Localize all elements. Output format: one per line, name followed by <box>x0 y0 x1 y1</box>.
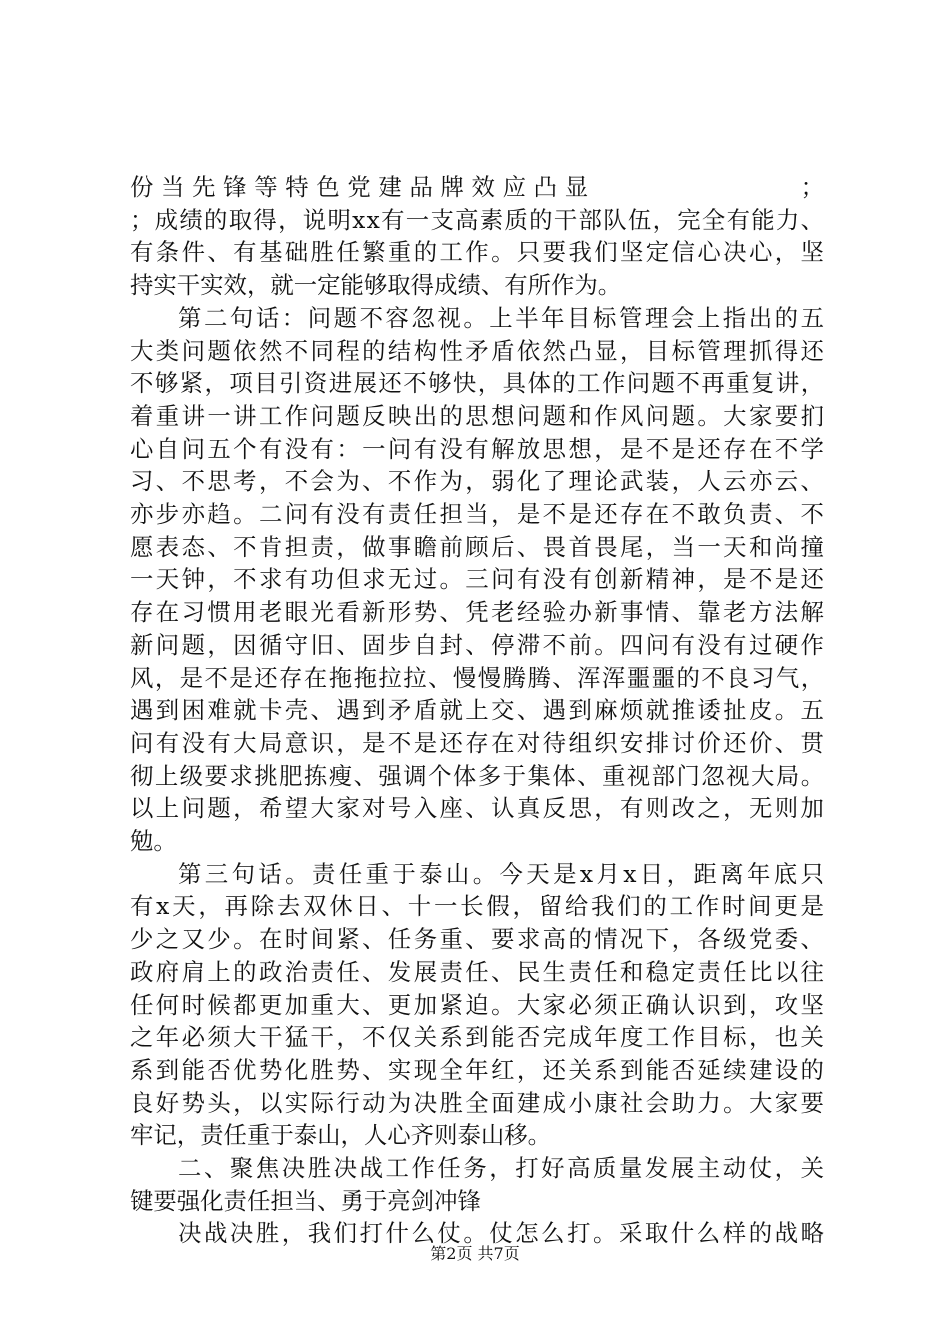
text-line-content: 政府肩上的政治责任、发展责任、民生责任和稳定责任比以往 <box>130 957 827 986</box>
text-line-content: 系到能否优势化胜势、实现全年红，还关系到能否延续建设的 <box>130 1055 827 1084</box>
text-line-content: 第三句话。责任重于泰山。今天是x月x日，距离年底只 <box>178 859 828 888</box>
text-line-content: 有x天，再除去双休日、十一长假，留给我们的工作时间更是 <box>130 892 827 921</box>
text-line-content: 心自问五个有没有：一问有没有解放思想，是不是还存在不学 <box>130 434 827 463</box>
text-line-content: 第二句话：问题不容忽视。上半年目标管理会上指出的五 <box>178 303 827 332</box>
text-line-content: 少之又少。在时间紧、任务重、要求高的情况下，各级党委、 <box>130 925 827 954</box>
text-line-content: 以上问题，希望大家对号入座、认真反思，有则改之，无则加 <box>130 794 827 823</box>
text-line-content: 新问题，因循守旧、固步自封、停滞不前。四问有没有过硬作 <box>130 630 827 659</box>
text-line-content: 键要强化责任担当、勇于亮剑冲锋 <box>130 1186 481 1215</box>
text-line-content: 遇到困难就卡壳、遇到矛盾就上交、遇到麻烦就推诿扯皮。五 <box>130 696 827 725</box>
text-line-content: 着重讲一讲工作问题反映出的思想问题和作风问题。大家要扪 <box>130 401 827 430</box>
text-line-content: 份当先锋等特色党建品牌效应凸显 <box>130 173 596 201</box>
text-line-content: 良好势头，以实际行动为决胜全面建成小康社会助力。大家要 <box>130 1088 827 1117</box>
text-line-content: 二、聚焦决胜决战工作任务，打好高质量发展主动仗，关 <box>178 1154 827 1182</box>
text-line-content: 勉。 <box>130 827 177 855</box>
text-line-tail: ； <box>800 173 824 201</box>
text-line-content: 风，是不是还存在拖拖拉拉、慢慢腾腾、浑浑噩噩的不良习气， <box>130 663 826 692</box>
text-line-content: 亦步亦趋。二问有没有责任担当，是不是还存在不敢负责、不 <box>130 500 827 528</box>
text-line-content: 之年必须大干猛干，不仅关系到能否完成年度工作目标，也关 <box>130 1023 827 1052</box>
text-line-content: 存在习惯用老眼光看新形势、凭老经验办新事情、靠老方法解 <box>130 598 827 627</box>
text-line-content: ；成绩的取得，说明xx有一支高素质的干部队伍，完全有能力、 <box>130 205 826 234</box>
text-line-content: 任何时候都更加重大、更加紧迫。大家必须正确认识到，攻坚 <box>130 990 827 1019</box>
text-line-content: 牢记，责任重于泰山，人心齐则泰山移。 <box>130 1121 552 1150</box>
text-line-content: 愿表态、不肯担责，做事瞻前顾后、畏首畏尾，当一天和尚撞 <box>130 532 827 561</box>
text-line-content: 一天钟，不求有功但求无过。三问有没有创新精神，是不是还 <box>130 565 827 594</box>
text-line-content: 有条件、有基础胜任繁重的工作。只要我们坚定信心决心，坚 <box>130 238 827 267</box>
text-line-content: 问有没有大局意识，是不是还存在对待组织安排讨价还价、贯 <box>130 728 827 757</box>
text-line-content: 不够紧，项目引资进展还不够快，具体的工作问题不再重复讲， <box>130 369 826 398</box>
page-number-label: 第2页 共7页 <box>430 1244 520 1263</box>
text-line-content: 大类问题依然不同程的结构性矛盾依然凸显，目标管理抓得还 <box>130 336 827 365</box>
text-line-content: 持实干实效，就一定能够取得成绩、有所作为。 <box>130 271 622 300</box>
page-footer <box>0 1242 950 1266</box>
text-line-content: 决战决胜，我们打什么仗。仗怎么打。采取什么样的战略 <box>178 1219 827 1248</box>
text-line-content: 彻上级要求挑肥拣瘦、强调个体多于集体、重视部门忽视大局。 <box>130 761 826 790</box>
text-line-content: 习、不思考，不会为、不作为，弱化了理论武装，人云亦云、 <box>130 467 827 496</box>
